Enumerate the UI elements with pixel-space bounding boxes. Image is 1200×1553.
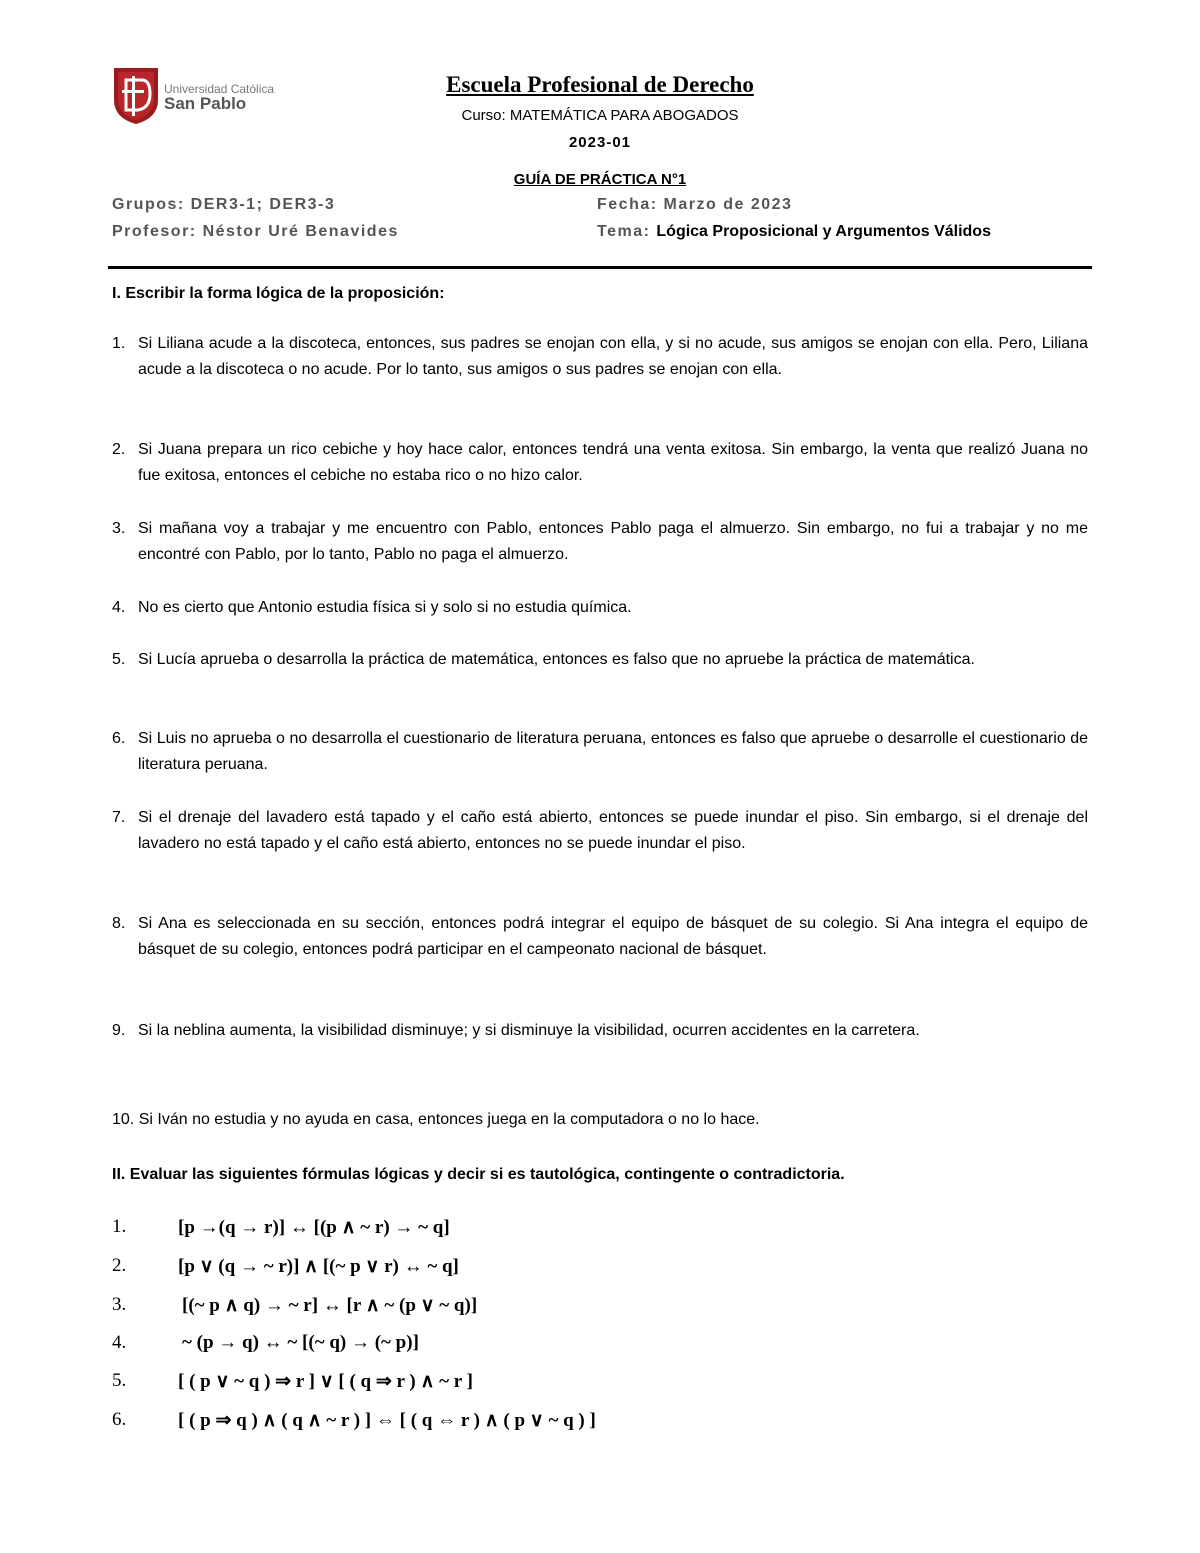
- list-item: [112, 805, 1088, 857]
- school-title: [0, 72, 1200, 98]
- item-number: 6.: [112, 730, 126, 747]
- topic-row: [597, 223, 991, 241]
- formula-number: 4.: [112, 1332, 127, 1353]
- groups-row: [112, 196, 335, 214]
- list-item: [112, 595, 1088, 621]
- list-item: [112, 516, 1088, 568]
- item-text: Si Luis no aprueba o no desarrolla el cuestionario de literatura peruana, entonces es falso que apruebe o desarrolle el cuestionario de literatura peruana.: [138, 730, 1088, 773]
- item-text: No es cierto que Antonio estudia física si y solo si no estudia química.: [138, 599, 632, 616]
- item-text: [112, 1107, 1088, 1133]
- formula-expression: [ ( p ∨ ~ q ) ⇒ r ] ∨ [ ( q ⇒ r ) ∧ ~ r ]: [178, 1371, 473, 1392]
- professor-row: [112, 223, 399, 241]
- list-item: [112, 1015, 1088, 1046]
- item-number: 8.: [112, 915, 126, 932]
- guide-title: GUÍA DE PRÁCTICA N°1: [513, 171, 687, 188]
- list-item: [112, 331, 1088, 383]
- list-item: [112, 437, 1088, 489]
- item-text: Si la neblina aumenta, la visibilidad disminuye; y si disminuye la visibilidad, ocurren accidentes en la carretera.: [138, 1022, 920, 1039]
- school-title-text: Escuela Profesional de Derecho: [446, 72, 754, 97]
- item-number: 9.: [112, 1022, 126, 1039]
- formula-expression: [p →(q → r)] ↔ [(p ∧ ~ r) → ~ q]: [178, 1217, 450, 1238]
- section-1-title: I. Escribir la forma lógica de la proposición:: [112, 285, 445, 302]
- logo-line-2: San Pablo: [164, 94, 247, 113]
- header-divider: [108, 266, 1092, 269]
- formula-expression: [(~ p ∧ q) → ~ r] ↔ [r ∧ ~ (p ∨ ~ q)]: [182, 1295, 478, 1316]
- item-number: 1.: [112, 335, 126, 352]
- item-text: Si Lucía aprueba o desarrolla la práctica de matemática, entonces es falso que no apruebe la práctica de matemática.: [138, 651, 975, 668]
- section-2-title: II. Evaluar las siguientes fórmulas lógicas y decir si es tautológica, contingente o contradictoria.: [112, 1166, 845, 1183]
- topic-label: Tema:: [597, 223, 651, 240]
- list-item: [112, 1107, 1088, 1133]
- formula-number: 6.: [112, 1409, 127, 1430]
- item-text: Si el drenaje del lavadero está tapado y el caño está abierto, entonces se puede inundar el piso. Sin embargo, si el drenaje del lavadero no está tapado y el caño está abierto, entonces no se puede inundar el piso.: [138, 809, 1088, 852]
- topic-value: Lógica Proposicional y Argumentos Válidos: [656, 223, 991, 240]
- formula-number: 5.: [112, 1370, 127, 1391]
- professor-label: Profesor:: [112, 223, 197, 240]
- item-number: 7.: [112, 809, 126, 826]
- course-line: Curso: MATEMÁTICA PARA ABOGADOS: [461, 107, 739, 124]
- item-number: 2.: [112, 441, 126, 458]
- groups-value: DER3-1; DER3-3: [190, 196, 336, 213]
- date-row: [597, 196, 792, 214]
- date-value: Marzo de 2023: [663, 196, 793, 213]
- formula-number: 1.: [112, 1216, 127, 1237]
- formula-expression: [ ( p ⇒ q ) ∧ ( q ∧ ~ r ) ] ⇔ [ ( q ⇔ r ) ∧ ( p ∨ ~ q ) ]: [178, 1410, 596, 1431]
- list-item: [112, 726, 1088, 778]
- item-number: 5.: [112, 651, 126, 668]
- formula-expression: ~ (p → q) ↔ ~ [(~ q) → (~ p)]: [182, 1332, 419, 1353]
- term-line: 2023-01: [568, 134, 632, 151]
- formula-number: 3.: [112, 1294, 127, 1315]
- item-text: Si Liliana acude a la discoteca, entonces, sus padres se enojan con ella, y si no acude, sus amigos se enojan con ella. Pero, Liliana acude a la discoteca o no acude. Por lo tanto, sus amigos o sus padres se enojan con ella.: [138, 335, 1088, 378]
- date-label: Fecha:: [597, 196, 658, 213]
- professor-value: Néstor Uré Benavides: [202, 223, 399, 240]
- logo-line-1: Universidad Católica: [164, 82, 275, 96]
- item-number: 10.: [112, 1111, 135, 1128]
- groups-label: Grupos:: [112, 196, 185, 213]
- list-item: [112, 911, 1088, 963]
- item-text: Si Juana prepara un rico cebiche y hoy hace calor, entonces tendrá una venta exitosa. Sin embargo, la venta que realizó Juana no fue exitosa, entonces el cebiche no estaba rico o no hizo calor.: [138, 441, 1088, 484]
- formula-expression: [p ∨ (q → ~ r)] ∧ [(~ p ∨ r) ↔ ~ q]: [178, 1256, 459, 1277]
- item-text: Si mañana voy a trabajar y me encuentro con Pablo, entonces Pablo paga el almuerzo. Sin embargo, no fui a trabajar y no me encontré con Pablo, por lo tanto, Pablo no paga el almuerzo.: [138, 520, 1088, 563]
- item-number: 4.: [112, 599, 126, 616]
- item-text: Si Ana es seleccionada en su sección, entonces podrá integrar el equipo de básquet de su colegio. Si Ana integra el equipo de básquet de su colegio, entonces podrá participar en el campeonato nacional de básquet.: [138, 915, 1088, 958]
- formula-number: 2.: [112, 1255, 127, 1276]
- item-body: Si Iván no estudia y no ayuda en casa, entonces juega en la computadora o no lo hace.: [138, 1111, 760, 1128]
- item-number: 3.: [112, 520, 126, 537]
- list-item: [112, 647, 1088, 673]
